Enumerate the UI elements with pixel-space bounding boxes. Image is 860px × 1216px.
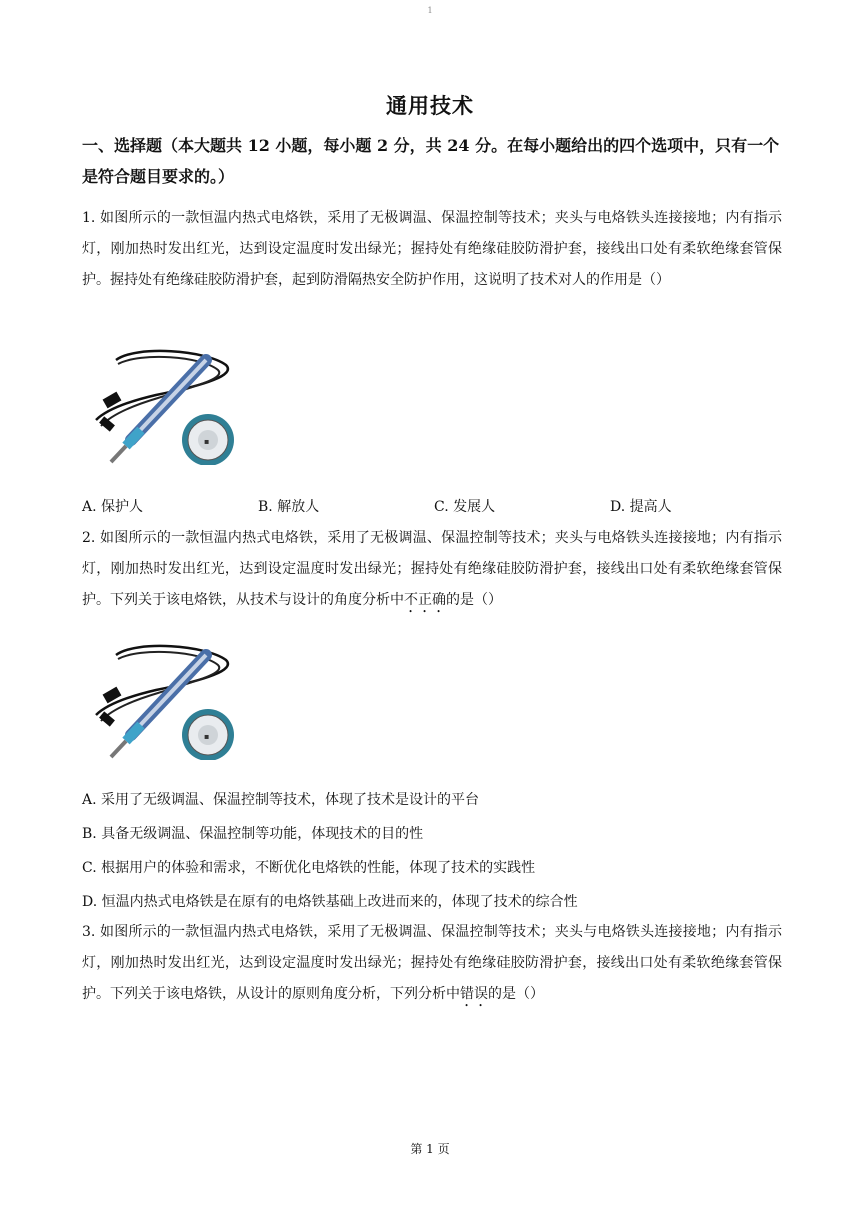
option-b[interactable]: B. 解放人 bbox=[258, 499, 320, 515]
question-2-stem-end: 的是（） bbox=[446, 592, 502, 608]
section-heading: 一、选择题（本大题共 12 小题，每小题 2 分，共 24 分。在每小题给出的四个选项中，只有一个是符合题目要求的。） bbox=[82, 136, 780, 186]
option-c[interactable]: C. 根据用户的体验和需求，不断优化电烙铁的性能，体现了技术的实践性 bbox=[82, 860, 536, 876]
svg-text:▪: ▪ bbox=[204, 732, 210, 741]
svg-text:▪: ▪ bbox=[204, 437, 210, 446]
question-3-stem-end: 的是（） bbox=[488, 986, 544, 1002]
option-c[interactable]: C. 发展人 bbox=[434, 499, 496, 515]
header-mark: 1 bbox=[427, 6, 433, 15]
page-title: 通用技术 bbox=[386, 93, 474, 118]
question-2-stem: 2. 如图所示的一款恒温内热式电烙铁，采用了无极调温、保温控制等技术；夹头与电烙铁头连接接地；内有指示灯，刚加热时发出红光，达到设定温度时发出绿光；握持处有绝缘硅胶防滑护套，接线出口处有柔软绝缘套管保护。下列关于该电烙铁，从技术与设计的角度分析中 bbox=[82, 530, 782, 608]
option-d[interactable]: D. 提高人 bbox=[610, 499, 672, 515]
question-1-text: 1. 如图所示的一款恒温内热式电烙铁，采用了无极调温、保温控制等技术；夹头与电烙铁头连接接地；内有指示灯，刚加热时发出红光，达到设定温度时发出绿光；握持处有绝缘硅胶防滑护套，接线出口处有柔软绝缘套管保护。握持处有绝缘硅胶防滑护套，起到防滑隔热安全防护作用，这说明了技术对人的作用是（） bbox=[82, 210, 782, 288]
page-number: 第 1 页 bbox=[410, 1142, 450, 1156]
soldering-iron-image-1 bbox=[86, 340, 236, 465]
question-1-options bbox=[82, 496, 782, 518]
question-3-stem: 3. 如图所示的一款恒温内热式电烙铁，采用了无极调温、保温控制等技术；夹头与电烙铁头连接接地；内有指示灯，刚加热时发出红光，达到设定温度时发出绿光；握持处有绝缘硅胶防滑护套，接线出口处有柔软绝缘套管保护。下列关于该电烙铁，从设计的原则角度分析，下列分析中 bbox=[82, 924, 782, 1002]
soldering-iron-image-2 bbox=[86, 635, 236, 760]
question-2-text bbox=[82, 523, 782, 616]
option-b[interactable]: B. 具备无级调温、保温控制等功能，体现技术的目的性 bbox=[82, 826, 424, 842]
question-3-text bbox=[82, 917, 782, 1010]
option-d[interactable]: D. 恒温内热式电烙铁是在原有的电烙铁基础上改进而来的，体现了技术的综合性 bbox=[82, 894, 578, 910]
option-a[interactable]: A. 保护人 bbox=[82, 499, 144, 515]
question-3-emphasis: 错误 bbox=[460, 986, 488, 1002]
option-a[interactable]: A. 采用了无级调温、保温控制等技术，体现了技术是设计的平台 bbox=[82, 792, 480, 808]
question-2-emphasis: 不正确 bbox=[404, 592, 446, 608]
